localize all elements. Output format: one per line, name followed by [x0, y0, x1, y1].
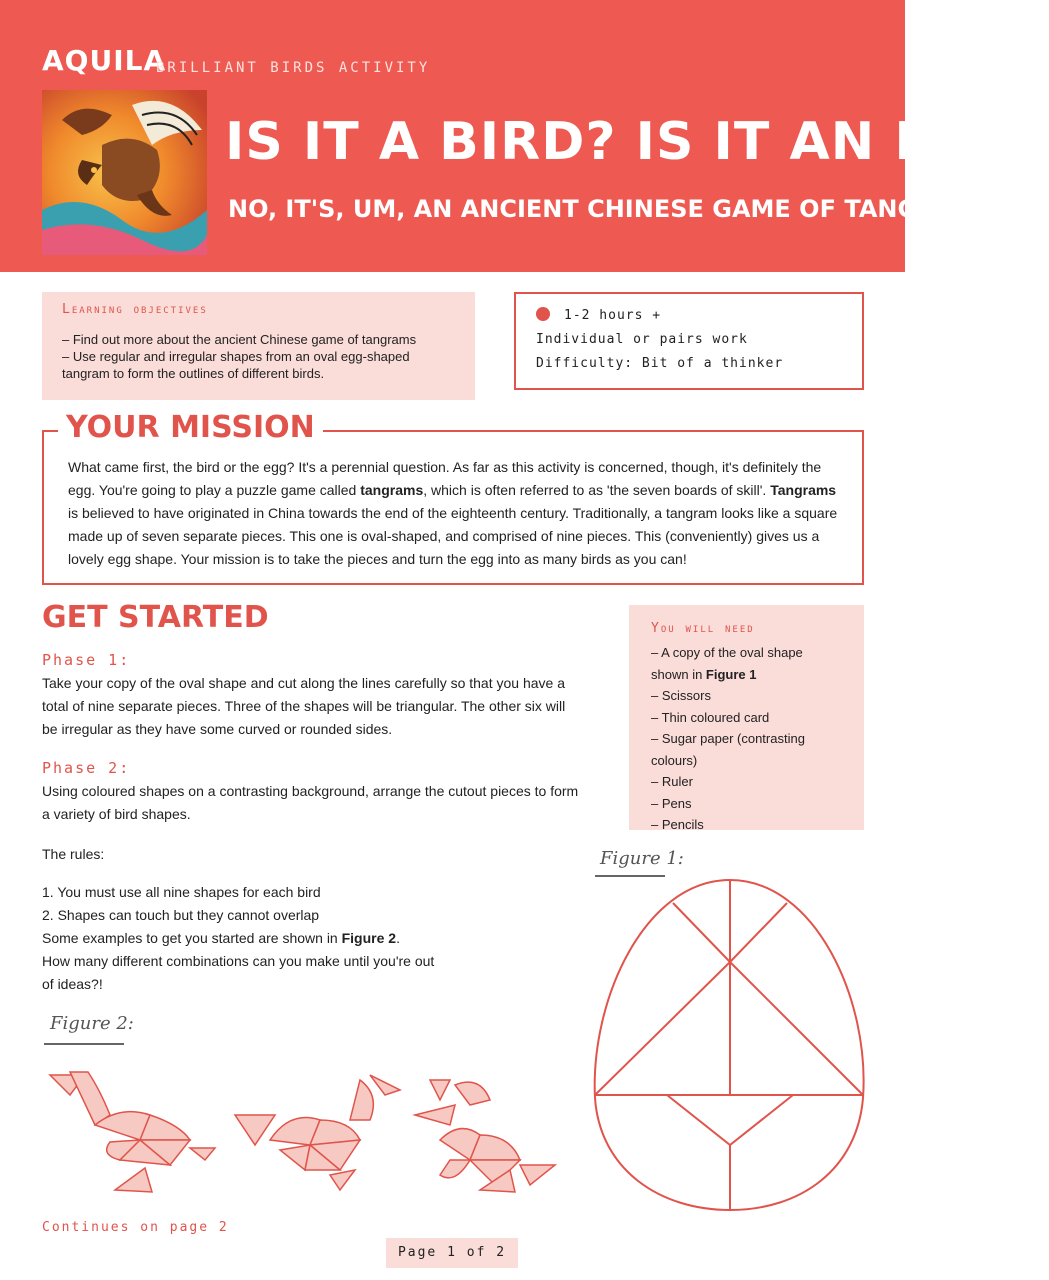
- phase2-label: Phase 2:: [42, 759, 131, 777]
- need-item: – Thin coloured card: [651, 709, 770, 725]
- need-item: – Sugar paper (contrasting colours): [651, 731, 805, 768]
- learning-objectives-label: Learning objectives: [62, 302, 208, 317]
- egg-tangram-figure: [585, 870, 875, 1215]
- activity-info-box: [514, 292, 864, 390]
- phase1-text: Take your copy of the oval shape and cut along the lines carefully so that you have a total of nine separate pieces. Three of the shapes will be triangular. The other six will be irregular as they have some curved or rounded sides.: [42, 675, 566, 737]
- examples-part: Some examples to get you started are shown in: [42, 930, 342, 946]
- figure1-label: Figure 1:: [600, 848, 684, 869]
- objective-item: – Find out more about the ancient Chinese game of tangrams: [62, 332, 417, 347]
- page-title: IS IT A BIRD? IS IT AN EGG?: [225, 112, 1049, 172]
- difficulty-text: Difficulty: Bit of a thinker: [536, 356, 784, 371]
- clock-icon: [536, 307, 550, 321]
- continues-note: Continues on page 2: [42, 1220, 229, 1235]
- phase2-text: Using coloured shapes on a contrasting background, arrange the cutout pieces to form a variety of bird shapes.: [42, 783, 579, 822]
- mission-text-part: What came first, the bird or the egg? It's a perennial question. As far as this activity is concerned, though, it's definitely the egg. You're going to play a puzzle game called: [68, 459, 822, 498]
- need-item: – Pens: [651, 795, 692, 811]
- need-item: [651, 642, 842, 685]
- brand-subtitle: BRILLIANT BIRDS ACTIVITY: [156, 60, 431, 76]
- page-subtitle: NO, IT'S, UM, AN ANCIENT CHINESE GAME OF TANGRAMS!: [228, 195, 1007, 223]
- you-will-need-label: You will need: [651, 621, 755, 636]
- work-text: Individual or pairs work: [536, 332, 748, 347]
- figure2-label: Figure 2:: [50, 1013, 134, 1034]
- phase1-label: Phase 1:: [42, 651, 131, 669]
- mission-bold-term: tangrams: [360, 482, 424, 498]
- brand-logo: AQUILA: [42, 44, 167, 77]
- need-item-bold: Figure 1: [705, 666, 757, 682]
- page-number: Page 1 of 2: [386, 1238, 518, 1268]
- need-item-part: – A copy of the oval shape shown in: [651, 645, 803, 682]
- get-started-heading: GET STARTED: [42, 600, 269, 635]
- mission-text-part: is believed to have originated in China towards the end of the eighteenth century. Traditionally, a tangram looks like a square made up of seven separate pieces. This one is oval-shaped, and comprised of nine pieces. This (conveniently) gives us a lovely egg shape. Your mission is to take the pieces and turn the egg into as many birds as you can!: [68, 505, 838, 567]
- eagle-illustration: [42, 90, 207, 255]
- tangram-birds-figure: [40, 1060, 570, 1200]
- need-item: – Scissors: [651, 688, 711, 703]
- learning-objectives-list: [62, 331, 455, 382]
- need-item: – Pencils: [651, 817, 704, 832]
- rules-label: The rules:: [42, 846, 105, 862]
- mission-title: YOUR MISSION: [58, 410, 323, 445]
- examples-bold: Figure 2: [341, 930, 397, 946]
- rule-1: 1. You must use all nine shapes for each bird: [42, 884, 321, 900]
- mission-text: [68, 456, 846, 571]
- time-text: 1-2 hours +: [564, 308, 662, 323]
- mission-text-part: , which is often referred to as 'the seven boards of skill'.: [423, 482, 771, 498]
- mission-bold-term: Tangrams: [770, 482, 837, 498]
- objective-item: – Use regular and irregular shapes from an oval egg-shaped tangram to form the outlines of different birds.: [62, 349, 410, 381]
- figure2-underline: [44, 1043, 124, 1045]
- you-will-need-box: [629, 605, 864, 830]
- examples-text: [42, 927, 582, 950]
- question-text: How many different combinations can you make until you're out of ideas?!: [42, 953, 435, 992]
- examples-part: .: [396, 930, 400, 946]
- learning-objectives-box: [42, 292, 475, 400]
- rule-2: 2. Shapes can touch but they cannot overlap: [42, 907, 320, 923]
- you-will-need-list: [651, 642, 842, 836]
- need-item: – Ruler: [651, 774, 693, 789]
- header-banner: [0, 0, 1049, 272]
- time-row: [536, 304, 842, 328]
